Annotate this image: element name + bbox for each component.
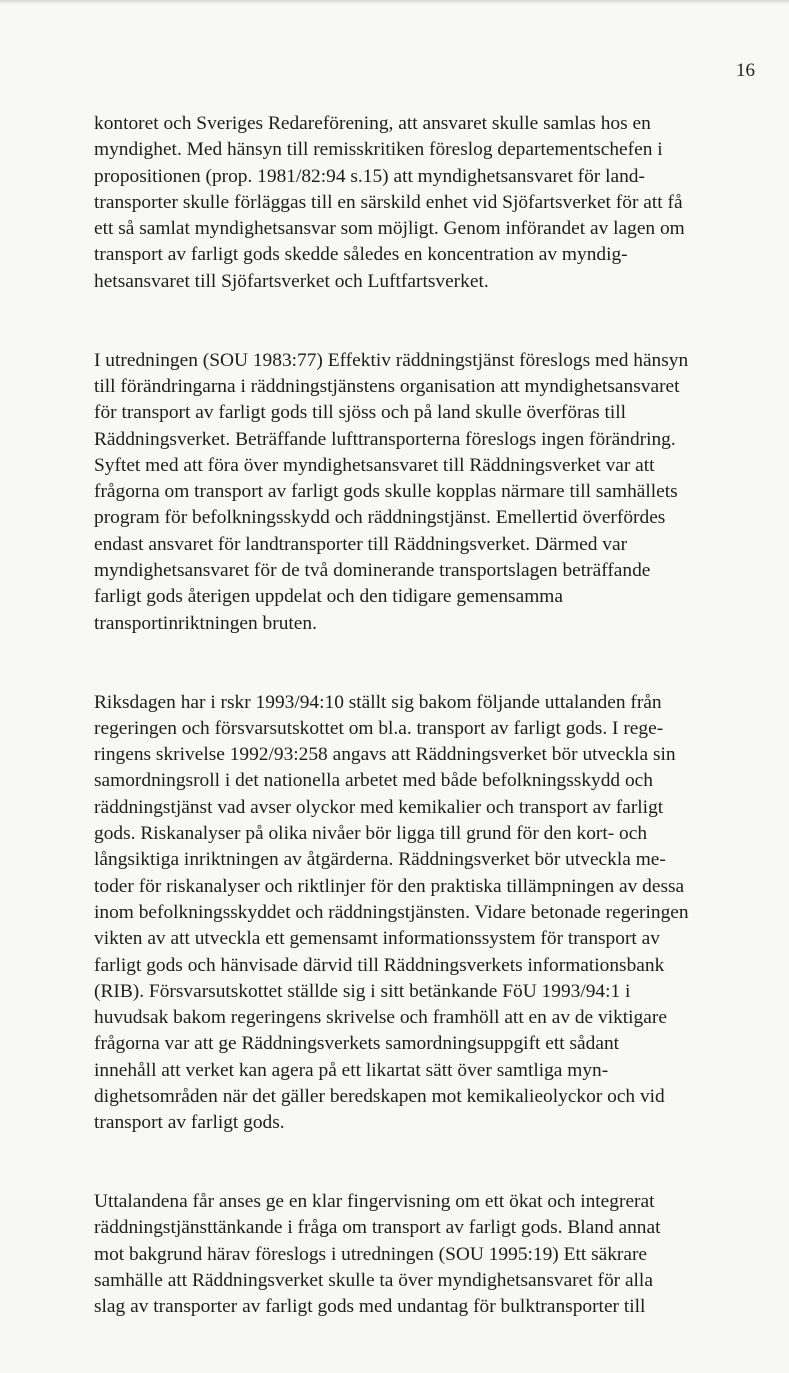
text-line: samhälle att Räddningsverket skulle ta över myndighetsansvaret för alla <box>94 1270 653 1292</box>
text-line: frågorna om transport av farligt gods skulle kopplas närmare till samhällets <box>94 481 678 503</box>
text-line: inom befolkningsskyddet och räddningstjänsten. Vidare betonade regeringen <box>94 901 689 923</box>
text-line: huvudsak bakom regeringens skrivelse och framhöll att en av de viktigare <box>94 1007 667 1029</box>
page-number: 16 <box>736 60 755 81</box>
text-line: regeringen och försvarsutskottet om bl.a. transport av farligt gods. I rege- <box>94 717 664 739</box>
text-line: frågorna var att ge Räddningsverkets samordningsuppgift ett sådant <box>94 1033 620 1055</box>
text-line: räddningstjänsttänkande i fråga om transport av farligt gods. Bland annat <box>94 1217 661 1239</box>
text-line: transporter skulle förläggas till en särskild enhet vid Sjöfartsverket för att få <box>94 191 683 213</box>
text-line: Uttalandena får anses ge en klar fingervisning om ett ökat och integrerat <box>94 1191 655 1213</box>
text-line: långsiktiga inriktningen av åtgärderna. Räddningsverket bör utveckla me- <box>94 849 666 871</box>
text-line: vikten av att utveckla ett gemensamt informationssystem för transport av <box>94 928 660 950</box>
text-line: transportinriktningen bruten. <box>94 612 317 634</box>
text-line: ringens skrivelse 1992/93:258 angavs att Räddningsverket bör utveckla sin <box>94 744 676 766</box>
text-line: ett så samlat myndighetsansvar som möjligt. Genom införandet av lagen om <box>94 218 685 240</box>
text-line: (RIB). Försvarsutskottet ställde sig i sitt betänkande FöU 1993/94:1 i <box>94 980 631 1002</box>
text-line: myndighetsansvaret för de två dominerande transportslagen beträffande <box>94 560 651 582</box>
page-top-edge <box>0 0 789 4</box>
text-line: räddningstjänst vad avser olyckor med kemikalier och transport av farligt <box>94 796 664 818</box>
text-line: propositionen (prop. 1981/82:94 s.15) att myndighetsansvaret för land- <box>94 165 645 187</box>
text-line: till förändringarna i räddningstjänstens organisation att myndighetsansvaret <box>94 375 680 397</box>
text-line: transport av farligt gods skedde således en koncentration av myndig- <box>94 244 628 266</box>
paragraph-3 <box>94 690 734 1137</box>
text-line: kontoret och Sveriges Redareförening, att ansvaret skulle samlas hos en <box>94 113 651 134</box>
text-line: Räddningsverket. Beträffande lufttransporterna föreslogs ingen förändring. <box>94 428 676 450</box>
text-line: slag av transporter av farligt gods med undantag för bulktransporter till <box>94 1296 646 1318</box>
text-line: Syftet med att föra över myndighetsansvaret till Räddningsverket var att <box>94 454 655 476</box>
text-line: program för befolkningsskydd och räddningstjänst. Emellertid överfördes <box>94 507 666 529</box>
text-line: samordningsroll i det nationella arbetet med både befolkningsskydd och <box>94 770 653 792</box>
text-line: gods. Riskanalyser på olika nivåer bör ligga till grund för den kort- och <box>94 823 648 845</box>
text-line: farligt gods återigen uppdelat och den tidigare gemensamma <box>94 586 563 608</box>
paragraph-2 <box>94 348 734 637</box>
text-line: för transport av farligt gods till sjöss och på land skulle överföras till <box>94 402 627 424</box>
text-line: myndighet. Med hänsyn till remisskritiken föreslog departementschefen i <box>94 139 663 161</box>
text-line: dighetsområden när det gäller beredskapen mot kemikalieolyckor och vid <box>94 1085 665 1107</box>
text-line: mot bakgrund härav föreslogs i utredningen (SOU 1995:19) Ett säkrare <box>94 1243 648 1265</box>
text-line: toder för riskanalyser och riktlinjer för den praktiska tillämpningen av dessa <box>94 875 685 897</box>
text-line: transport av farligt gods. <box>94 1112 285 1134</box>
text-line: hetsansvaret till Sjöfartsverket och Luftfartsverket. <box>94 270 489 292</box>
text-line: Riksdagen har i rskr 1993/94:10 ställt sig bakom följande uttalanden från <box>94 691 662 713</box>
paragraph-1 <box>94 111 734 295</box>
text-line: farligt gods och hänvisade därvid till Räddningsverkets informationsbank <box>94 954 665 976</box>
text-line: I utredningen (SOU 1983:77) Effektiv räddningstjänst föreslogs med hänsyn <box>94 349 689 371</box>
paragraph-4 <box>94 1189 734 1320</box>
body-text <box>94 111 734 1373</box>
text-line: endast ansvaret för landtransporter till Räddningsverket. Därmed var <box>94 533 628 555</box>
text-line: innehåll att verket kan agera på ett likartat sätt över samtliga myn- <box>94 1059 609 1081</box>
